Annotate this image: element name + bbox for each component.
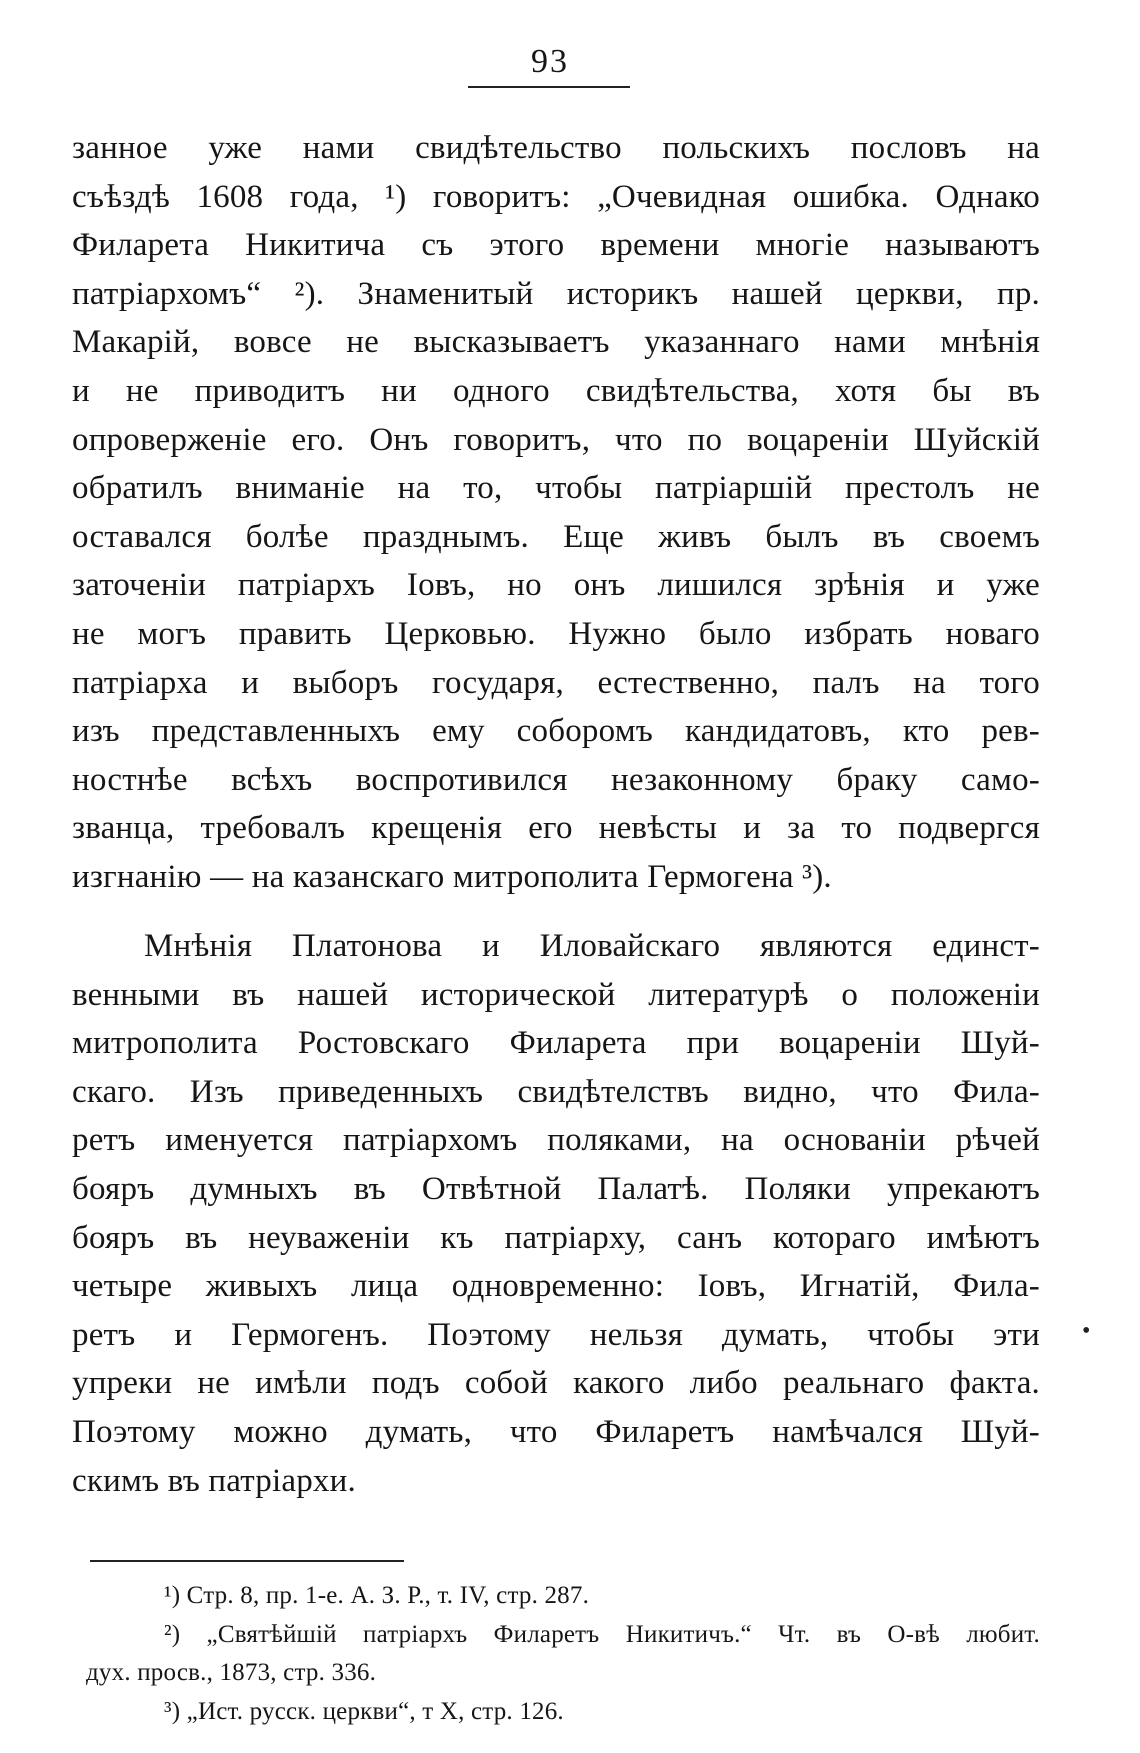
text-line: патріарха и выборъ государя, естественно, палъ на того xyxy=(72,664,1040,701)
footnote-1: ¹) Стр. 8, пр. 1-е. А. З. Р., т. IV, стр. 287. xyxy=(164,1582,590,1609)
text-line: изъ представленныхъ ему соборомъ кандидатовъ, кто рев- xyxy=(72,713,1040,750)
footnote-2-continued: дух. просв., 1873, стр. 336. xyxy=(86,1659,377,1687)
text-line: Макарій, вовсе не высказываетъ указаннаго нами мнѣнія xyxy=(72,324,1040,361)
page-number: 93 xyxy=(531,43,569,80)
footnote-3: ³) „Ист. русск. церкви“, т Х, стр. 126. xyxy=(164,1697,564,1725)
text-line: Поэтому можно думать, что Филаретъ намѣчался Шуй- xyxy=(72,1413,1040,1450)
text-line: бояръ въ неуваженіи къ патріарху, санъ котораго имѣютъ xyxy=(72,1219,1040,1256)
text-line: съѣздѣ 1608 года, ¹) говоритъ: „Очевидная ошибка. Однако xyxy=(72,178,1040,215)
text-line: скимъ въ патріархи. xyxy=(72,1462,356,1499)
text-line: патріархомъ“ ²). Знаменитый историкъ нашей церкви, пр. xyxy=(72,275,1040,312)
text-line: митрополита Ростовскаго Филарета при воцареніи Шуй- xyxy=(72,1025,1040,1062)
footnotes xyxy=(86,1577,1040,1731)
text-line: ностнѣе всѣхъ воспротивился незаконному браку само- xyxy=(72,761,1040,798)
text-line: скаго. Изъ приведенныхъ свидѣтелствъ видно, что Фила- xyxy=(72,1073,1040,1110)
text-line: Филарета Никитича съ этого времени многіе называютъ xyxy=(72,227,1040,264)
text-line: не могъ править Церковью. Нужно было избрать новаго xyxy=(72,615,1040,652)
header-rule xyxy=(468,86,630,88)
text-line: ретъ именуется патріархомъ поляками, на основаніи рѣчей xyxy=(72,1122,1040,1159)
footnote-rule xyxy=(90,1560,404,1562)
text-line: венными въ нашей исторической литературѣ о положеніи xyxy=(72,976,1040,1013)
text-line: Мнѣнія Платонова и Иловайскаго являются единст- xyxy=(144,928,1040,964)
text-line: бояръ думныхъ въ Отвѣтной Палатѣ. Поляки упрекаютъ xyxy=(72,1170,1040,1207)
text-line: занное уже нами свидѣтельство польскихъ пословъ на xyxy=(72,130,1040,166)
margin-mark: • xyxy=(1082,1318,1091,1344)
text-line: опроверженіе его. Онъ говоритъ, что по воцареніи Шуйскій xyxy=(72,421,1040,458)
text-line: четыре живыхъ лица одновременно: Іовъ, Игнатій, Фила- xyxy=(72,1268,1040,1305)
footnote-2: ²) „Святѣйшій патріархъ Филаретъ Никитичъ.“ Чт. въ О-вѣ любит. xyxy=(164,1620,1040,1648)
text-line: ретъ и Гермогенъ. Поэтому нельзя думать, чтобы эти xyxy=(72,1316,1040,1353)
text-line: упреки не имѣли подъ собой какого либо реальнаго факта. xyxy=(72,1365,1040,1402)
text-line: изгнанію — на казанскаго митрополита Гермогена ³). xyxy=(72,858,832,895)
paragraph-2 xyxy=(72,922,1040,1505)
text-line: званца, требовалъ крещенія его невѣсты и за то подвергся xyxy=(72,810,1040,847)
text-line: обратилъ вниманіе на то, чтобы патріаршій престолъ не xyxy=(72,470,1040,507)
paragraph-1 xyxy=(72,124,1040,902)
text-line: и не приводитъ ни одного свидѣтельства, хотя бы въ xyxy=(72,372,1040,409)
text-line: оставался болѣе празднымъ. Еще живъ былъ въ своемъ xyxy=(72,518,1040,555)
text-line: заточеніи патріархъ Іовъ, но онъ лишился зрѣнія и уже xyxy=(72,567,1040,604)
